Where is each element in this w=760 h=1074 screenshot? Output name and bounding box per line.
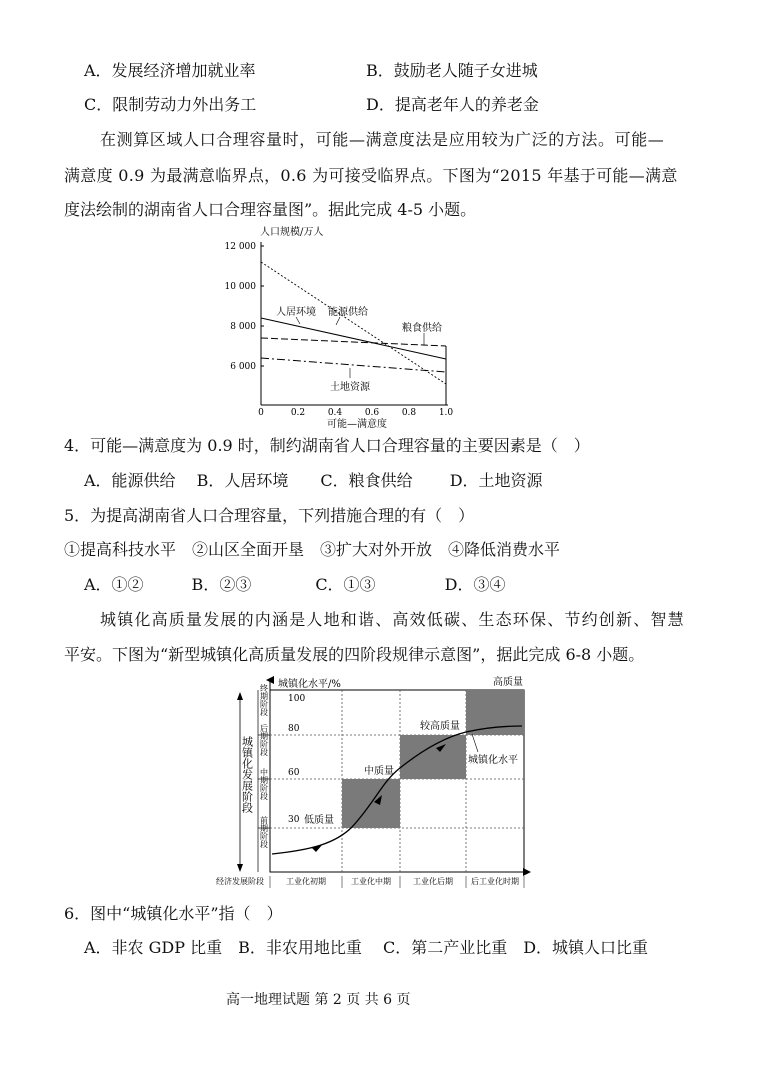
chart1-xtick: 0.8	[401, 408, 417, 418]
series-liangshi-line	[261, 338, 446, 346]
side-stage-label: 城镇化发展阶段	[240, 736, 254, 813]
label-curve: 城镇化水平	[468, 755, 518, 766]
chart1-xtick: 0.4	[327, 408, 343, 418]
label-mid-quality: 中质量	[364, 766, 394, 777]
chart1-ylabel: 人口规模/万人	[260, 227, 324, 238]
q3-option-c: C．限制劳动力外出务工	[84, 95, 257, 114]
stage-3-label: 后期阶段	[259, 724, 269, 756]
label-liangshi: 粮食供给	[402, 323, 442, 334]
intro1-line2: 满意度 0.9 为最满意临界点，0.6 为可接受临界点。下图为“2015 年基于可能—满意	[64, 166, 678, 185]
q6-options: A．非农 GDP 比重 B．非农用地比重 C．第二产业比重 D．城镇人口比重	[84, 938, 649, 957]
chart2-ylabel: 城镇化水平/%	[278, 679, 341, 690]
chart1-xtick: 0.2	[290, 408, 306, 418]
intro2-line1: 城镇化高质量发展的内涵是人地和谐、高效低碳、生态环保、节约创新、智慧	[100, 610, 685, 629]
chart1-xtick: 0	[258, 408, 264, 418]
block-high-quality	[466, 690, 524, 735]
q5-items: ①提高科技水平 ②山区全面开垦 ③扩大对外开放 ④降低消费水平	[64, 540, 561, 559]
q3-option-a: A．发展经济增加就业率	[84, 61, 256, 80]
intro2-line2: 平安。下图为“新型城镇化高质量发展的四阶段规律示意图”，据此完成 6-8 小题。	[64, 645, 645, 664]
label-renju: 人居环境	[276, 307, 316, 318]
chart1-xtick: 0.6	[364, 408, 380, 418]
chart1-xtick: 1.0	[438, 408, 454, 418]
page-footer: 高一地理试题 第 2 页 共 6 页	[226, 992, 411, 1008]
series-tudi-line	[261, 358, 446, 372]
chart2-y30: 30	[288, 815, 300, 825]
q4-options: A．能源供给 B．人居环境 C．粮食供给 D．土地资源	[84, 471, 543, 490]
chart2-xtick-1: 工业化初期	[286, 877, 326, 886]
intro1-line3: 度法绘制的湖南省人口合理容量图”。据此完成 4-5 小题。	[64, 200, 477, 219]
chart2-y80: 80	[288, 724, 300, 734]
q5-options: A．①② B．②③ C．①③ D．③④	[84, 575, 506, 594]
stage-2-label: 中期阶段	[259, 768, 269, 800]
q4-stem: 4．可能—满意度为 0.9 时，制约湖南省人口合理容量的主要因素是（ ）	[64, 436, 590, 455]
q3-option-d: D．提高老年人的养老金	[366, 95, 539, 114]
chart1-ytick: 12 000	[224, 242, 256, 252]
block-high2-quality	[400, 735, 466, 779]
label-high-quality: 高质量	[493, 677, 523, 688]
stage-4-label: 终期阶段	[259, 684, 269, 716]
chart1-ytick: 10 000	[224, 282, 256, 292]
q6-stem: 6．图中“城镇化水平”指（ ）	[64, 904, 283, 923]
label-tudi: 土地资源	[330, 382, 370, 393]
chart1-ytick: 8 000	[230, 322, 256, 332]
chart2-xaxis-label: 经济发展阶段	[216, 877, 264, 886]
label-nengyuan: 能源供给	[328, 307, 368, 318]
urbanization-stage-chart	[210, 672, 540, 890]
q5-stem: 5．为提高湖南省人口合理容量，下列措施合理的有（ ）	[64, 506, 475, 525]
label-high2-quality: 较高质量	[420, 721, 460, 732]
stage-1-label: 前期阶段	[259, 816, 269, 848]
population-capacity-chart	[220, 222, 460, 430]
chart2-y100: 100	[288, 694, 306, 704]
label-low-quality: 低质量	[304, 815, 334, 826]
chart2-xtick-3: 工业化后期	[413, 877, 453, 886]
chart1-xlabel: 可能—满意度	[327, 419, 387, 430]
chart2-xtick-2: 工业化中期	[351, 877, 391, 886]
chart2-y60: 60	[288, 768, 300, 778]
intro1-line1: 在测算区域人口合理容量时，可能—满意度法是应用较为广泛的方法。可能—	[100, 130, 665, 149]
chart2-xtick-4: 后工业化时期	[471, 877, 519, 886]
chart1-ytick: 6 000	[230, 362, 256, 372]
q3-option-b: B．鼓励老人随子女进城	[366, 61, 538, 80]
